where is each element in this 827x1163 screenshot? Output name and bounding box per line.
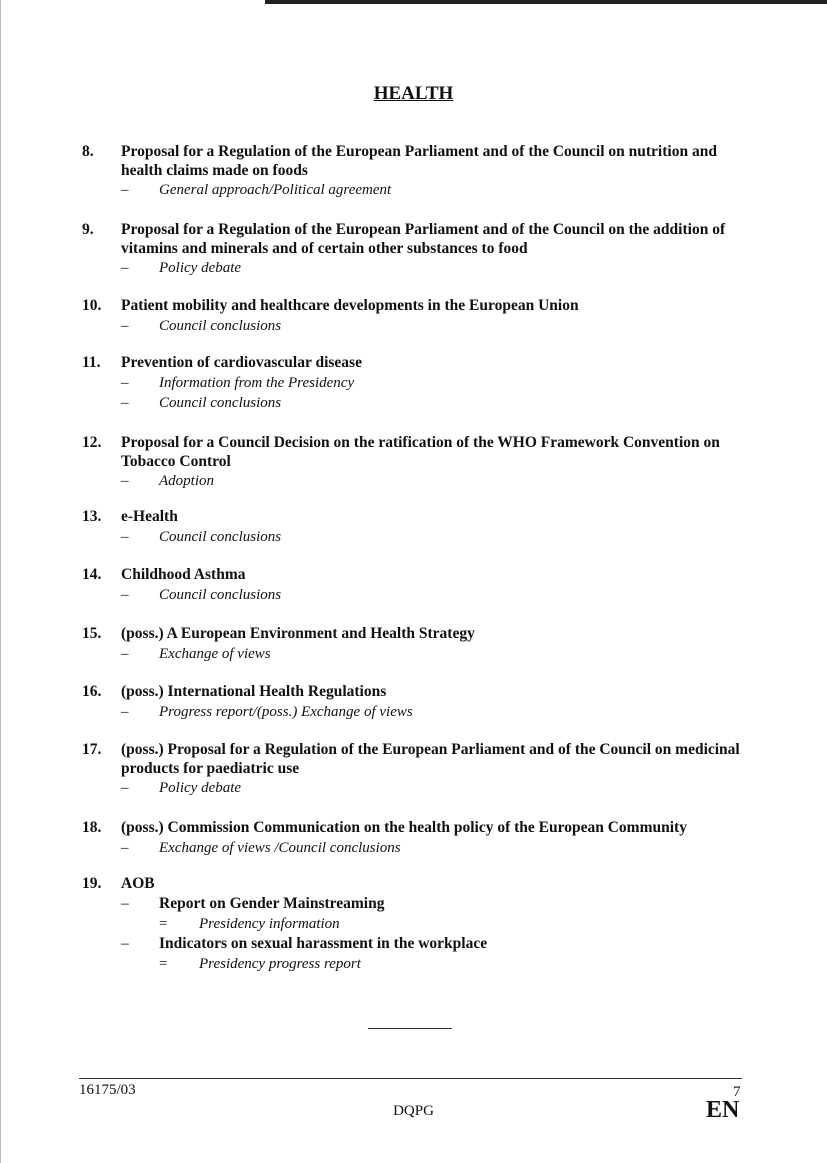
agenda-item-13 [82, 508, 762, 547]
aob-note: = Presidency information [159, 915, 340, 932]
sub-point: – General approach/Political agreement [121, 182, 392, 198]
end-rule [368, 1028, 452, 1029]
agenda-item-8 [82, 143, 762, 200]
aob-note: = Presidency progress report [159, 955, 361, 972]
sub-point: – Exchange of views /Council conclusions [121, 839, 401, 856]
agenda-item-14 [82, 566, 762, 605]
sub-point: – Council conclusions [121, 317, 282, 334]
item-number: 11. [82, 354, 101, 371]
agenda-item-11 [82, 354, 762, 413]
sub-point: – Exchange of views [121, 645, 271, 662]
item-number: 19. [82, 875, 102, 892]
item-title: Proposal for a Regulation of the European Parliament and of the Council on the addition of vitamins and minerals and of certain other substances to food [121, 221, 726, 257]
item-number: 8. [82, 143, 94, 160]
sub-point: – Progress report/(poss.) Exchange of views [121, 703, 413, 720]
item-number: 17. [82, 741, 102, 758]
agenda-item-10 [82, 297, 762, 336]
item-title: (poss.) Commission Communication on the health policy of the European Community [121, 819, 687, 836]
item-title: Childhood Asthma [121, 566, 246, 583]
sub-point: – Council conclusions [121, 528, 282, 545]
item-number: 12. [82, 434, 102, 451]
department-code: DQPG [393, 1103, 434, 1119]
item-title: Patient mobility and healthcare developments in the European Union [121, 297, 579, 314]
sub-point: – Information from the Presidency [121, 374, 355, 391]
item-title: (poss.) A European Environment and Health Strategy [121, 625, 475, 642]
footer-rule [79, 1078, 742, 1079]
agenda-item-15 [82, 625, 762, 664]
sub-point: – Council conclusions [121, 586, 282, 603]
agenda-item-9 [82, 221, 762, 278]
sub-point: – Policy debate [121, 260, 242, 276]
item-number: 9. [82, 221, 94, 238]
sub-point: – Policy debate [121, 780, 242, 796]
agenda-item-18 [82, 819, 762, 858]
item-number: 14. [82, 566, 102, 583]
item-title: Proposal for a Regulation of the European Parliament and of the Council on nutrition and health claims made on foods [121, 143, 717, 179]
sub-point: – Adoption [121, 473, 214, 489]
agenda-item-12 [82, 434, 762, 491]
item-title: (poss.) International Health Regulations [121, 683, 387, 700]
item-number: 13. [82, 508, 102, 525]
item-number: 16. [82, 683, 102, 700]
sub-point: – Council conclusions [121, 394, 282, 411]
item-number: 15. [82, 625, 102, 642]
top-rule [265, 0, 827, 4]
agenda-item-19 [82, 875, 762, 974]
item-title: AOB [121, 875, 155, 892]
language-code: EN [706, 1097, 740, 1123]
aob-point: – Report on Gender Mainstreaming [121, 894, 385, 912]
item-title: e-Health [121, 508, 178, 525]
aob-point: – Indicators on sexual harassment in the workplace [121, 934, 488, 952]
item-number: 18. [82, 819, 102, 836]
agenda-item-16 [82, 683, 762, 722]
item-number: 10. [82, 297, 102, 314]
document-number: 16175/03 [79, 1082, 136, 1098]
page-number: 7 [733, 1084, 741, 1100]
scan-edge [0, 0, 1, 1163]
agenda-item-17 [82, 741, 762, 798]
item-title: (poss.) Proposal for a Regulation of the European Parliament and of the Council on medicinal products for paediatric use [121, 741, 740, 777]
item-title: Prevention of cardiovascular disease [121, 354, 362, 371]
item-title: Proposal for a Council Decision on the ratification of the WHO Framework Convention on Tobacco Control [121, 434, 720, 470]
page-title: HEALTH [373, 83, 454, 104]
